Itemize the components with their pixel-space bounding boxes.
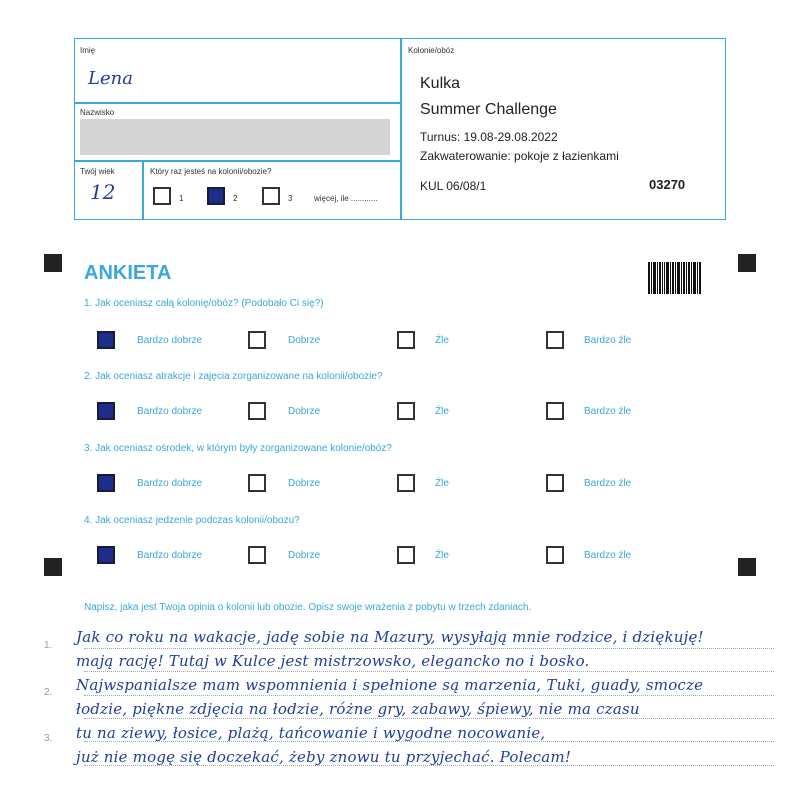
nazwisko-redacted-field[interactable] [80,119,390,155]
writing-line-2 [84,671,774,672]
turnus: Turnus: 19.08-29.08.2022 [420,130,558,144]
q3-option-zle: Źle [435,478,449,489]
zakwaterowanie: Zakwaterowanie: pokoje z łazienkami [420,149,619,163]
q3-checkbox-bardzo-dobrze[interactable] [97,474,115,492]
ktory-raz-label: Który raz jesteś na kolonii/obozie? [150,167,272,176]
handwritten-line-2[interactable]: mają rację! Tutaj w Kulce jest mistrzowsko, elegancko no i bosko. [76,652,590,670]
q2-checkbox-bardzo-dobrze[interactable] [97,402,115,420]
question-3: 3. Jak oceniasz ośrodek, w którym były zorganizowane kolonie/obóz? [84,443,392,454]
wiek-value[interactable]: 12 [90,180,116,204]
q1-option-zle: Źle [435,335,449,346]
opinion-instruction: Napisz, jaka jest Twoja opinia o kolonii lub obozie. Opisz swoje wrażenia z pobytu w trzech zdaniach. [84,602,532,613]
q3-option-bardzo-zle: Bardzo źle [584,478,632,489]
line-number-1: 1. [44,640,53,651]
imie-label: Imię [80,46,96,55]
camp-code: KUL 06/08/1 [420,179,487,193]
q1-checkbox-bardzo-dobrze[interactable] [97,331,115,349]
camp-name: Kulka [420,75,461,92]
handwritten-line-4[interactable]: łodzie, piękne zdjęcia na łodzie, różne gry, zabawy, śpiewy, nie ma czasu [76,700,640,718]
q3-checkbox-zle[interactable] [397,474,415,492]
handwritten-line-3[interactable]: Najwspanialsze mam wspomnienia i spełnione są marzenia, Tuki, guady, smocze [76,676,704,694]
kolonie-label: Kolonie/obóz [408,46,455,55]
registration-marker-top-right [738,254,756,272]
q2-checkbox-bardzo-zle[interactable] [546,402,564,420]
ktory-raz-checkbox-2[interactable] [207,187,225,205]
question-2: 2. Jak oceniasz atrakcje i zajęcia zorganizowane na kolonii/obozie? [84,371,383,382]
q2-option-bardzo-dobrze: Bardzo dobrze [137,406,203,417]
q4-checkbox-bardzo-zle[interactable] [546,546,564,564]
ktory-raz-option-3: 3 [288,194,293,203]
q4-option-dobrze: Dobrze [288,550,321,561]
q1-option-bardzo-zle: Bardzo źle [584,335,632,346]
handwritten-line-1[interactable]: Jak co roku na wakacje, jadę sobie na Mazury, wysyłają mnie rodzice, i dziękuję! [76,628,704,646]
barcode [648,262,704,294]
registration-marker-bottom-right [738,558,756,576]
camp-number: 03270 [649,177,686,192]
header-divider-2 [74,160,401,162]
q4-checkbox-zle[interactable] [397,546,415,564]
q4-option-bardzo-dobrze: Bardzo dobrze [137,550,203,561]
q3-checkbox-dobrze[interactable] [248,474,266,492]
ktory-raz-option-1: 1 [179,194,184,203]
q3-option-bardzo-dobrze: Bardzo dobrze [137,478,203,489]
q2-checkbox-zle[interactable] [397,402,415,420]
q4-checkbox-dobrze[interactable] [248,546,266,564]
ktory-raz-checkbox-1[interactable] [153,187,171,205]
ktory-raz-option-more: więcej, ile ............ [314,194,378,203]
survey-title: ANKIETA [84,262,172,284]
writing-line-3 [84,695,774,696]
q3-checkbox-bardzo-zle[interactable] [546,474,564,492]
imie-value[interactable]: Lena [88,68,133,89]
header-vertical-divider [400,38,402,220]
writing-line-1 [84,648,774,649]
q2-option-bardzo-zle: Bardzo źle [584,406,632,417]
question-4: 4. Jak oceniasz jedzenie podczas kolonii/obozu? [84,515,300,526]
nazwisko-label: Nazwisko [80,108,115,117]
q1-checkbox-zle[interactable] [397,331,415,349]
ktory-raz-option-2: 2 [233,194,238,203]
q1-checkbox-dobrze[interactable] [248,331,266,349]
q2-option-zle: Źle [435,406,449,417]
line-number-3: 3. [44,733,53,744]
header-divider-1 [74,102,401,104]
q4-option-zle: Źle [435,550,449,561]
line-number-2: 2. [44,687,53,698]
q1-option-dobrze: Dobrze [288,335,321,346]
q4-option-bardzo-zle: Bardzo źle [584,550,632,561]
handwritten-line-5[interactable]: tu na ziewy, łosice, plażą, tańcowanie i wygodne nocowanie, [76,724,546,742]
registration-marker-bottom-left [44,558,62,576]
ktory-raz-checkbox-3[interactable] [262,187,280,205]
question-1: 1. Jak oceniasz całą kolonię/obóz? (Podobało Ci się?) [84,298,324,309]
writing-line-4 [84,718,774,719]
q3-option-dobrze: Dobrze [288,478,321,489]
age-divider [142,160,144,220]
q4-checkbox-bardzo-dobrze[interactable] [97,546,115,564]
wiek-label: Twój wiek [80,167,115,176]
camp-subtitle: Summer Challenge [420,101,557,118]
q1-checkbox-bardzo-zle[interactable] [546,331,564,349]
handwritten-line-6[interactable]: już nie mogę się doczekać, żeby znowu tu przyjechać. Polecam! [76,748,572,766]
q1-option-bardzo-dobrze: Bardzo dobrze [137,335,203,346]
registration-marker-top-left [44,254,62,272]
q2-option-dobrze: Dobrze [288,406,321,417]
q2-checkbox-dobrze[interactable] [248,402,266,420]
